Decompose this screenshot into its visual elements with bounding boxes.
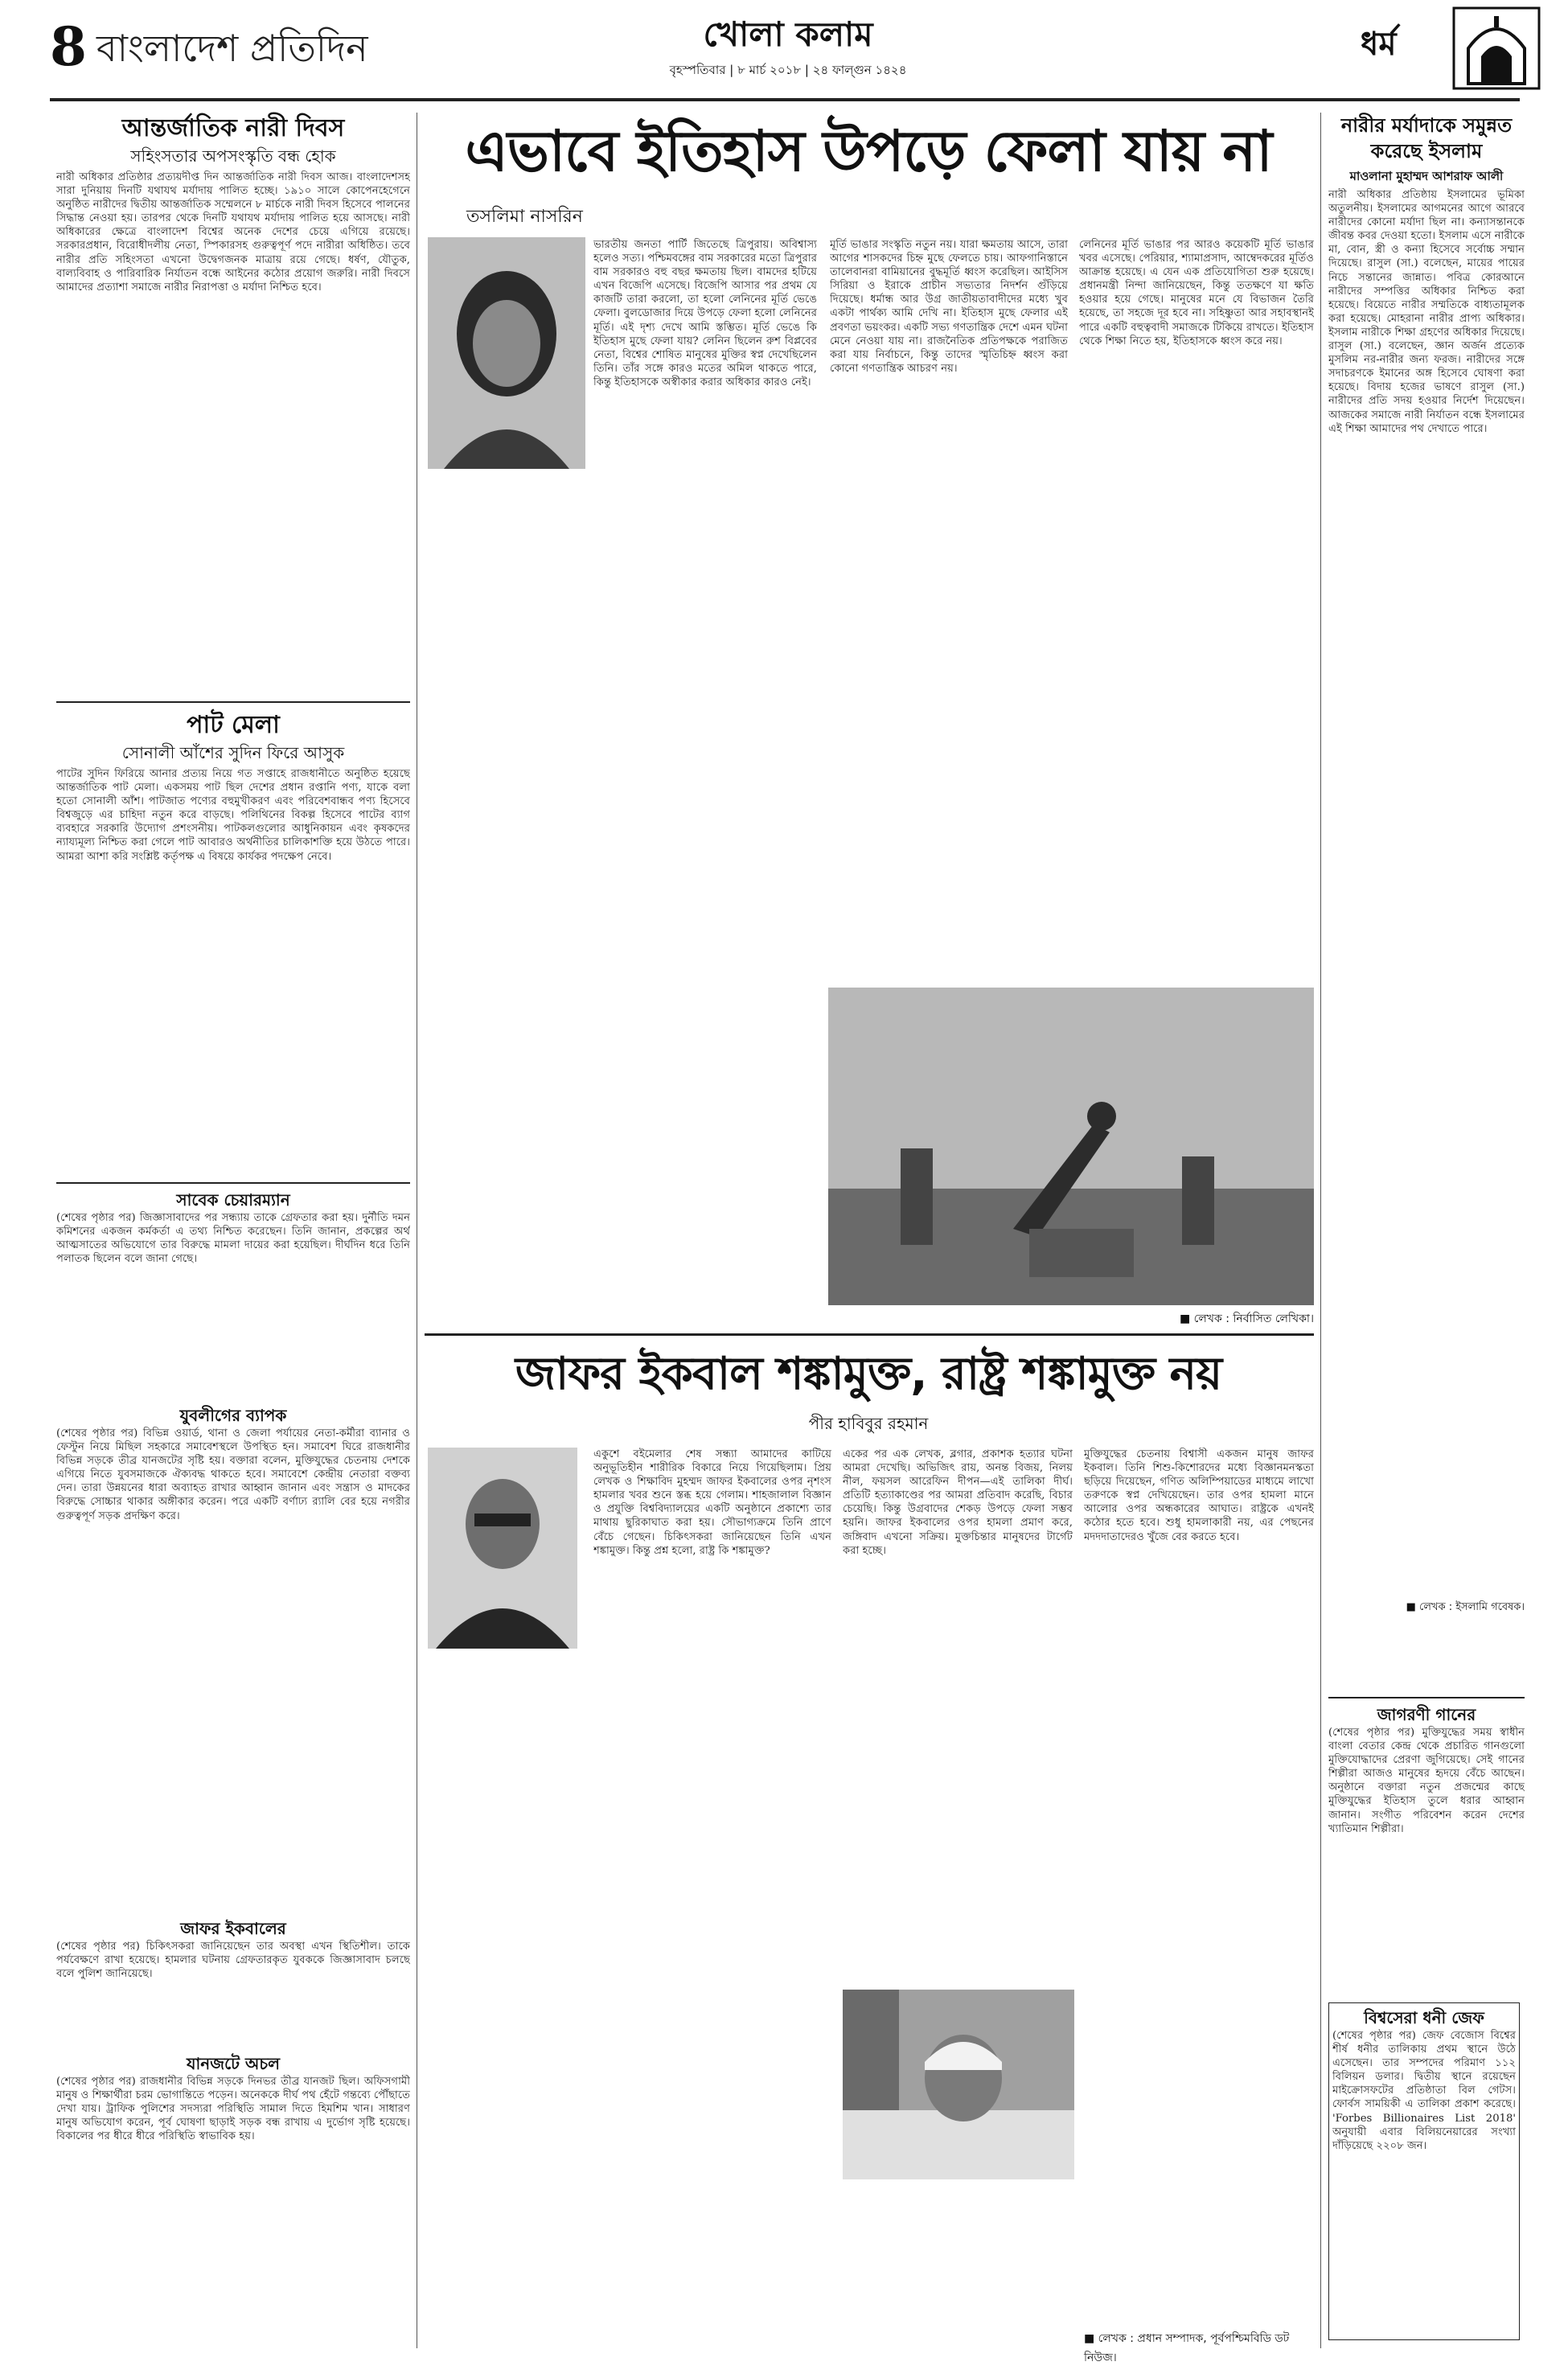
main-body-col2: মূর্তি ভাঙার সংস্কৃতি নতুন নয়। যারা ক্ষমতায় আসে, তারা আগের শাসকদের চিহ্ন মুছে ফেলতে চায়। আফগানিস্তানে তালেবানরা বামিয়ানের বুদ্ধমূর্তি ধ্বংস করেছিল। আইসিস সিরিয়া ও ইরাকে প্রাচীন সভ্যতার নিদর্শন গুঁড়িয়ে দিয়েছে। ধর্মান্ধ আর উগ্র জাতীয়তাবাদীদের মধ্যে খুব একটা পার্থক্য আমি দেখি না। ইতিহাস মুছে ফেলার এই প্রবণতা ভয়ংকর। একটি সভ্য গণতান্ত্রিক দেশে এমন ঘটনা মেনে নেওয়া যায় না। রাজনৈতিক প্রতিপক্ষকে পরাজিত করা যায় নির্বাচনে, কিন্তু তাদের স্মৃতিচিহ্ন ধ্বংস করা কোনো গণতান্ত্রিক আচরণ নয়। (830, 239, 1068, 375)
news-item-1 (56, 1189, 410, 1396)
article-title: পাট মেলা (187, 711, 280, 739)
second-article-footer: ■ লেখক : প্রধান সম্পাদক, পূর্বপশ্চিমবিডি ডট নিউজ। (1084, 2332, 1290, 2364)
section-rule (1328, 1697, 1525, 1698)
author-photo-2 (428, 1448, 577, 1649)
author-photo (428, 237, 585, 469)
article-body: নারী অধিকার প্রতিষ্ঠার প্রত্যয়দীপ্ত দিন আন্তর্জাতিক নারী দিবস আজ। বাংলাদেশসহ সারা দুনিয়ায় দিনটি যথাযথ মর্যাদায় পালিত হচ্ছে। ১৯১০ সালে কোপেনহেগেনে অনুষ্ঠিত নারীদের দ্বিতীয় আন্তর্জাতিক সম্মেলনে ৮ মার্চকে নারী দিবস হিসেবে পালনের সিদ্ধান্ত নেওয়া হয়। তারপর থেকে দিনটি যথাযথ মর্যাদায় পালিত হয়ে আসছে। নারী অধিকারের ক্ষেত্রে বাংলাদেশ বিশ্বের অনেক দেশের চেয়ে এগিয়ে রয়েছে। সরকারপ্রধান, বিরোধীদলীয় নেতা, স্পিকারসহ গুরুত্বপূর্ণ পদে নারীরা অধিষ্ঠিত। তবে নারীর প্রতি সহিংসতা এখনো উদ্বেগজনক মাত্রায় রয়ে গেছে। ধর্ষণ, যৌতুক, বাল্যবিবাহ ও পারিবারিক নির্যাতন বন্ধে আইনের কঠোর প্রয়োগ জরুরি। নারী দিবসে আমাদের প্রত্যাশা সমাজে নারীর নিরাপত্তা ও মর্যাদা নিশ্চিত হবে। (56, 171, 410, 294)
main-body-col3: লেনিনের মূর্তি ভাঙার পর আরও কয়েকটি মূর্তি ভাঙার খবর এসেছে। পেরিয়ার, শ্যামাপ্রসাদ, আম্বেদকরের মূর্তিও আক্রান্ত হয়েছে। এ যেন এক প্রতিযোগিতা শুরু হয়েছে। প্রধানমন্ত্রী নিন্দা জানিয়েছেন, কিন্তু ততক্ষণে যা ক্ষতি হওয়ার হয়ে গেছে। মানুষের মনে যে বিভাজন তৈরি হয়েছে, তা সহজে দূর হবে না। সহিষ্ণুতা আর সহাবস্থানই পারে একটি বহুত্ববাদী সমাজকে টিকিয়ে রাখতে। ইতিহাস থেকে শিক্ষা নিতে হয়, ইতিহাসকে ধ্বংস করে নয়। (1079, 239, 1314, 347)
news-body: (শেষের পৃষ্ঠার পর) রাজধানীর বিভিন্ন সড়কে দিনভর তীব্র যানজট ছিল। অফিসগামী মানুষ ও শিক্ষার্থীরা চরম ভোগান্তিতে পড়েন। অনেককে দীর্ঘ পথ হেঁটে গন্তব্যে পৌঁছাতে দেখা যায়। ট্রাফিক পুলিশের সদস্যরা পরিস্থিতি সামাল দিতে হিমশিম খান। সাধারণ মানুষ অভিযোগ করেন, পূর্ব ঘোষণা ছাড়াই সড়ক বন্ধ রাখায় এ দুর্ভোগ সৃষ্টি হয়েছে। বিকালের পর ধীরে ধীরে পরিস্থিতি স্বাভাবিক হয়। (56, 2076, 410, 2143)
section-rule (425, 1333, 1314, 1336)
news-body: (শেষের পৃষ্ঠার পর) চিকিৎসকরা জানিয়েছেন তার অবস্থা এখন স্থিতিশীল। তাকে পর্যবেক্ষণে রাখা হয়েছে। হামলার ঘটনায় গ্রেফতারকৃত যুবককে জিজ্ঞাসাবাদ চলছে বলে পুলিশ জানিয়েছে। (56, 1941, 410, 1981)
news-item-3 (56, 1917, 410, 2044)
news-item-4 (56, 2052, 410, 2348)
paper-name: বাংলাদেশ প্রতিদিন (96, 27, 368, 70)
hospital-photo (843, 1990, 1074, 2179)
article-body: নারী অধিকার প্রতিষ্ঠায় ইসলামের ভূমিকা অতুলনীয়। ইসলামের আগমনের আগে আরবে নারীদের কোনো মর্যাদা ছিল না। কন্যাসন্তানকে জীবন্ত কবর দেওয়া হতো। ইসলাম এসে নারীকে মা, বোন, স্ত্রী ও কন্যা হিসেবে সর্বোচ্চ সম্মান দিয়েছে। রাসুল (সা.) বলেছেন, মায়ের পায়ের নিচে সন্তানের জান্নাত। পবিত্র কোরআনে নারীদের সম্পত্তির অধিকার নিশ্চিত করা হয়েছে। বিয়েতে নারীর সম্মতিকে বাধ্যতামূলক করা হয়েছে। মোহরানা নারীর প্রাপ্য অধিকার। ইসলাম নারীকে শিক্ষা গ্রহণের অধিকার দিয়েছে। রাসুল (সা.) বলেছেন, জ্ঞান অর্জন প্রত্যেক মুসলিম নর-নারীর জন্য ফরজ। নারীদের সঙ্গে সদাচরণকে ইমানের অঙ্গ হিসেবে ঘোষণা করা হয়েছে। বিদায় হজের ভাষণে রাসুল (সা.) নারীদের প্রতি সদয় হওয়ার নির্দেশ দিয়েছেন। আজকের সমাজে নারী নির্যাতন বন্ধে ইসলামের এই শিক্ষা আমাদের পথ দেখাতে পারে। (1328, 189, 1525, 435)
section-rule (56, 701, 410, 703)
news-body: (শেষের পৃষ্ঠার পর) জেফ বেজোস বিশ্বের শীর্ষ ধনীর তালিকায় প্রথম স্থানে উঠে এসেছেন। তার সম্পদের পরিমাণ ১১২ বিলিয়ন ডলার। দ্বিতীয় স্থানে রয়েছেন মাইক্রোসফটের প্রতিষ্ঠাতা বিল গেটস। ফোর্বস সাময়িকী এ তালিকা প্রকাশ করেছে। 'Forbes Billionaires List 2018' অনুযায়ী এবার বিলিয়নেয়ারের সংখ্যা দাঁড়িয়েছে ২২০৮ জন। (1332, 2030, 1516, 2152)
news-item-2 (56, 1404, 410, 1909)
main-article-footer: ■ লেখক : নির্বাসিত লেখিকা। (1180, 1312, 1314, 1325)
date-line: বৃহস্পতিবার | ৮ মার্চ ২০১৮ | ২৪ ফাল্গুন ১৪২৪ (669, 63, 907, 77)
right-section-label: ধর্ম (1361, 26, 1397, 63)
section-rule (56, 1182, 410, 1184)
left-editorial-2 (56, 709, 410, 1173)
article-footer: ■ লেখক : ইসলামি গবেষক। (1406, 1601, 1525, 1613)
second-body-col3: মুক্তিযুদ্ধের চেতনায় বিশ্বাসী একজন মানুষ জাফর ইকবাল। তিনি শিশু-কিশোরদের মধ্যে বিজ্ঞানমনস্কতা ছড়িয়ে দিয়েছেন, গণিত অলিম্পিয়াডের মাধ্যমে লাখো তরুণকে স্বপ্ন দেখিয়েছেন। তার ওপর হামলা মানে আলোর ওপর অন্ধকারের আঘাত। রাষ্ট্রকে এখনই কঠোর হতে হবে। শুধু হামলাকারী নয়, এর পেছনের মদদদাতাদেরও খুঁজে বের করতে হবে। (1084, 1448, 1314, 1543)
article-subtitle: সহিংসতার অপসংস্কৃতি বন্ধ হোক (130, 146, 336, 166)
second-body-col2: একের পর এক লেখক, ব্লগার, প্রকাশক হত্যার ঘটনা আমরা দেখেছি। অভিজিৎ রায়, অনন্ত বিজয়, নিলয় নীল, ফয়সল আরেফিন দীপন—এই তালিকা দীর্ঘ। প্রতিটি হত্যাকাণ্ডের পর আমরা প্রতিবাদ করেছি, বিচার চেয়েছি। কিন্তু উগ্রবাদের শেকড় উপড়ে ফেলা সম্ভব হয়নি। জাফর ইকবালের ওপর হামলা প্রমাণ করে, জঙ্গিবাদ এখনো সক্রিয়। মুক্তচিন্তার মানুষদের টার্গেট করা হচ্ছে। (843, 1448, 1073, 1557)
mosque-icon (1452, 6, 1541, 90)
news-title: জাগরণী গানের (1377, 1705, 1476, 1724)
news-body: (শেষের পৃষ্ঠার পর) মুক্তিযুদ্ধের সময় স্বাধীন বাংলা বেতার কেন্দ্র থেকে প্রচারিত গানগুলো মুক্তিযোদ্ধাদের প্রেরণা জুগিয়েছে। সেই গানের শিল্পীরা আজও মানুষের হৃদয়ে বেঁচে আছেন। অনুষ্ঠানে বক্তারা নতুন প্রজন্মের কাছে মুক্তিযুদ্ধের ইতিহাস তুলে ধরার আহ্বান জানান। সংগীত পরিবেশন করেন দেশের খ্যাতিমান শিল্পীরা। (1328, 1727, 1525, 1835)
article-author: মাওলানা মুহাম্মদ আশরাফ আলী (1349, 169, 1504, 183)
news-title: বিশ্বসেরা ধনী জেফ (1364, 2008, 1484, 2027)
news-title: সাবেক চেয়ারম্যান (176, 1190, 290, 1210)
second-byline: পীর হাবিবুর রহমান (808, 1414, 929, 1433)
news-title: যুবলীগের ব্যাপক (179, 1406, 287, 1425)
statue-toppling-photo (828, 988, 1314, 1305)
news-title: জাফর ইকবালের (180, 1919, 286, 1938)
article-title: নারীর মর্যাদাকে সমুন্নত করেছে ইসলাম (1340, 114, 1513, 162)
masthead (0, 0, 1568, 97)
article-title: আন্তর্জাতিক নারী দিবস (121, 114, 345, 142)
right-article-1 (1328, 113, 1525, 1616)
left-editorial-1 (56, 113, 410, 729)
news-title: যানজটে অচল (186, 2054, 281, 2073)
second-headline: জাফর ইকবাল শঙ্কামুক্ত, রাষ্ট্র শঙ্কামুক্ত নয় (515, 1348, 1222, 1400)
news-body: (শেষের পৃষ্ঠার পর) জিজ্ঞাসাবাদের পর সন্ধ্যায় তাকে গ্রেফতার করা হয়। দুর্নীতি দমন কমিশনের একজন কর্মকর্তা এ তথ্য নিশ্চিত করেছেন। তিনি জানান, প্রকল্পের অর্থ আত্মসাতের অভিযোগে তার বিরুদ্ধে মামলা দায়ের করা হয়েছিল। দীর্ঘদিন ধরে তিনি পলাতক ছিলেন বলে জানা গেছে। (56, 1212, 410, 1266)
article-body: পাটের সুদিন ফিরিয়ে আনার প্রত্যয় নিয়ে গত সপ্তাহে রাজধানীতে অনুষ্ঠিত হয়েছে আন্তর্জাতিক পাট মেলা। একসময় পাট ছিল দেশের প্রধান রপ্তানি পণ্য, যাকে বলা হতো সোনালী আঁশ। পাটজাত পণ্যের বহুমুখীকরণ এবং পরিবেশবান্ধব পণ্য হিসেবে বিশ্বজুড়ে এর চাহিদা নতুন করে বাড়ছে। পলিথিনের বিকল্প হিসেবে পাটের ব্যাগ ব্যবহারে সরকারি উদ্যোগ প্রশংসনীয়। পাটকলগুলোর আধুনিকায়ন এবং কৃষকদের ন্যায্যমূল্য নিশ্চিত করা গেলে পাট আবারও অর্থনীতির চালিকাশক্তি হয়ে উঠতে পারে। আমরা আশা করি সংশ্লিষ্ট কর্তৃপক্ষ এ বিষয়ে কার্যকর পদক্ষেপ নেবে। (56, 768, 410, 863)
article-subtitle: সোনালী আঁশের সুদিন ফিরে আসুক (121, 743, 345, 762)
right-article-3 (1328, 2002, 1520, 2340)
main-body-col1: ভারতীয় জনতা পার্টি জিতেছে ত্রিপুরায়। অবিশ্বাস্য হলেও সত্য। পশ্চিমবঙ্গের বাম সরকারের মতো ত্রিপুরার বাম সরকারও বহু বছর ক্ষমতায় ছিল। বামদের হটিয়ে এখন বিজেপি এসেছে। বিজেপি আসার পর প্রথম যে কাজটি তারা করলো, তা হলো লেনিনের মূর্তি ভেঙে ফেলা। বুলডোজার দিয়ে উপড়ে ফেলা হলো লেনিনের মূর্তি। এই দৃশ্য দেখে আমি স্তম্ভিত। মূর্তি ভেঙে কি ইতিহাস মুছে ফেলা যায়? লেনিন ছিলেন রুশ বিপ্লবের নেতা, বিশ্বের শোষিত মানুষের মুক্তির স্বপ্ন দেখেছিলেন তিনি। তাঁর সঙ্গে কারও মতের অমিল থাকতে পারে, কিন্তু ইতিহাসকে অস্বীকার করার অধিকার কারও নেই। (593, 239, 817, 388)
page-number: 8 (50, 15, 87, 78)
main-byline: তসলিমা নাসরিন (466, 207, 583, 227)
main-headline: এভাবে ইতিহাস উপড়ে ফেলা যায় না (465, 118, 1272, 184)
news-body: (শেষের পৃষ্ঠার পর) বিভিন্ন ওয়ার্ড, থানা ও জেলা পর্যায়ের নেতা-কর্মীরা ব্যানার ও ফেস্টুন নিয়ে মিছিল সহকারে সমাবেশস্থলে উপস্থিত হন। সমাবেশ ঘিরে রাজধানীর বিভিন্ন সড়কে তীব্র যানজটের সৃষ্টি হয়। বক্তারা বলেন, মুক্তিযুদ্ধের চেতনায় দেশকে এগিয়ে নিতে যুবসমাজকে ঐক্যবদ্ধ থাকতে হবে। সমাবেশে কেন্দ্রীয় নেতারা বক্তব্য দেন। তারা উন্নয়নের ধারা অব্যাহত রাখার আহ্বান জানান এবং সন্ত্রাস ও মাদকের বিরুদ্ধে সোচ্চার থাকার অঙ্গীকার করেন। পরে একটি বর্ণাঢ্য র‍্যালি বের হয়ে নগরীর গুরুত্বপূর্ণ সড়ক প্রদক্ষিণ করে। (56, 1427, 410, 1522)
masthead-rule (50, 98, 1520, 101)
right-article-2 (1328, 1703, 1525, 1991)
column-divider (1320, 113, 1321, 2348)
second-body-col1: একুশে বইমেলার শেষ সন্ধ্যা আমাদের কাটিয়ে অনুভূতিহীন শারীরিক বিকারে নিয়ে গিয়েছিলাম। প্রিয় লেখক ও শিক্ষাবিদ মুহম্মদ জাফর ইকবালের ওপর নৃশংস হামলার খবর শুনে স্তব্ধ হয়ে গেলাম। শাহজালাল বিজ্ঞান ও প্রযুক্তি বিশ্ববিদ্যালয়ের একটি অনুষ্ঠানে প্রকাশ্যে তার মাথায় ছুরিকাঘাত করা হয়। সৌভাগ্যক্রমে তিনি প্রাণে বেঁচে গেছেন। চিকিৎসকরা জানিয়েছেন তিনি এখন শঙ্কামুক্ত। কিন্তু প্রশ্ন হলো, রাষ্ট্র কি শঙ্কামুক্ত? (593, 1448, 831, 1557)
section-title: খোলা কলাম (703, 14, 873, 54)
